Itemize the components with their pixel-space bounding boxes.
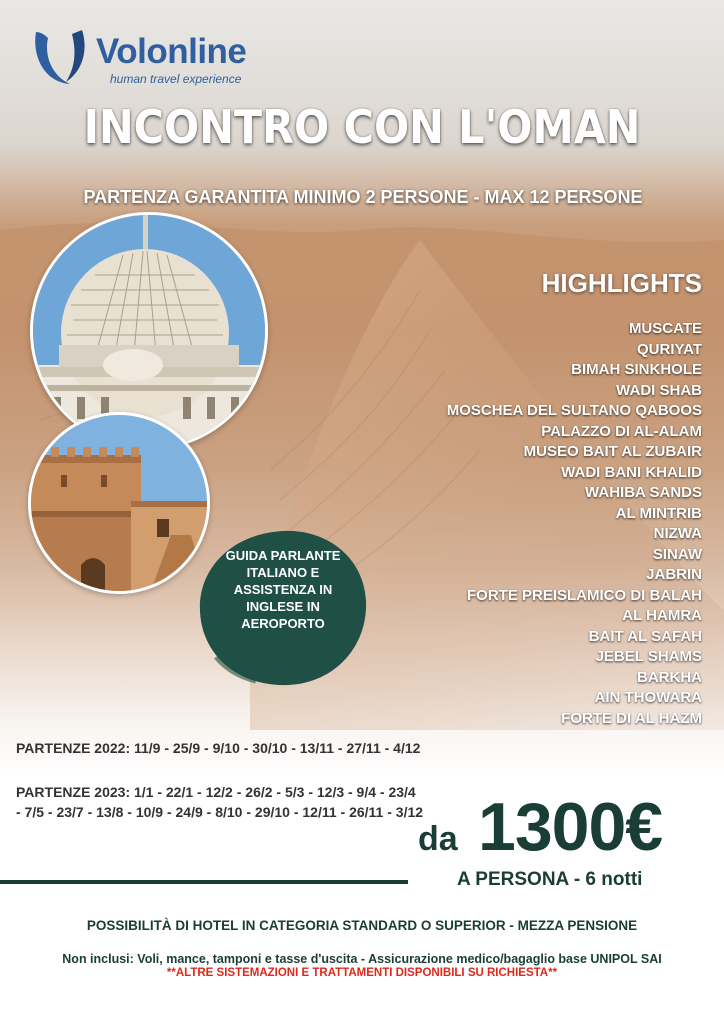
highlight-item: FORTE DI AL HAZM: [561, 709, 702, 727]
other-options-note: **ALTRE SISTEMAZIONI E TRATTAMENTI DISPONIBILI SU RICHIESTA**: [166, 967, 558, 979]
brand-logo[interactable]: [30, 26, 270, 92]
highlight-item: WADI SHAB: [616, 381, 702, 399]
divider-line: [0, 880, 408, 884]
highlight-item: MUSEO BAIT AL ZUBAIR: [523, 443, 702, 460]
guide-badge-text: GUIDA PARLANTE ITALIANO E ASSISTENZA IN INGLESE IN AEROPORTO: [225, 548, 341, 631]
highlights-title: HIGHLIGHTS: [541, 268, 702, 298]
highlight-item: NIZWA: [653, 525, 702, 542]
highlight-item: QURIYAT: [636, 340, 702, 358]
highlight-item: MOSCHEA DEL SULTANO QABOOS: [446, 402, 702, 419]
price-prefix: da: [418, 820, 458, 858]
fort-photo: [28, 412, 210, 594]
departure-guarantee: PARTENZA GARANTITA MINIMO 2 PERSONE - MAX 12 PERSONE: [83, 187, 643, 207]
brand-name: Volonline: [96, 32, 247, 71]
highlight-item: PALAZZO DI AL-ALAM: [541, 422, 702, 440]
highlight-item: SINAW: [652, 545, 702, 563]
fort-illustration: [31, 415, 207, 591]
highlight-item: AL MINTRIB: [615, 504, 702, 522]
not-included-note: Non inclusi: Voli, mance, tamponi e tasse d'uscita - Assicurazione medico/bagaglio base UNIPOL SAI: [62, 952, 662, 966]
brand-tagline: human travel experience: [110, 72, 242, 86]
price-note: A PERSONA - 6 notti: [457, 869, 643, 890]
highlight-item: AL HAMRA: [622, 607, 702, 624]
hotel-options: POSSIBILITÀ DI HOTEL IN CATEGORIA STANDARD O SUPERIOR - MEZZA PENSIONE: [86, 918, 638, 933]
guide-badge: [196, 527, 370, 687]
price-value: 1300€: [478, 789, 663, 865]
highlight-item: BARKHA: [637, 668, 702, 686]
highlight-item: JEBEL SHAMS: [595, 648, 702, 665]
highlight-item: WADI BANI KHALID: [561, 463, 702, 481]
highlight-item: WAHIBA SANDS: [585, 484, 702, 501]
departures-2023: PARTENZE 2023: 1/1 - 22/1 - 12/2 - 26/2 - 5/3 - 12/3 - 9/4 - 23/4 - 7/5 - 23/7 - 13/8 - 10/9 - 24/9 - 8/10 - 29/10 - 12/11 - 26/11 - 3/12: [16, 784, 424, 820]
highlight-item: FORTE PREISLAMICO DI BALAH: [467, 586, 702, 604]
highlight-item: MUSCATE: [628, 320, 702, 337]
highlight-item: BIMAH SINKHOLE: [571, 361, 702, 378]
mosque-illustration: [33, 215, 265, 447]
departures-2022: PARTENZE 2022: 11/9 - 25/9 - 9/10 - 30/10 - 13/11 - 27/11 - 4/12: [16, 740, 421, 756]
mosque-photo: [30, 212, 268, 450]
volonline-swoosh-icon: [30, 26, 90, 88]
highlights-list: [447, 319, 702, 729]
highlight-item: BAIT AL SAFAH: [588, 627, 702, 645]
highlight-item: JABRIN: [646, 566, 702, 583]
highlight-item: AIN THOWARA: [594, 689, 702, 706]
page-title: INCONTRO CON L'OMAN: [83, 100, 641, 154]
